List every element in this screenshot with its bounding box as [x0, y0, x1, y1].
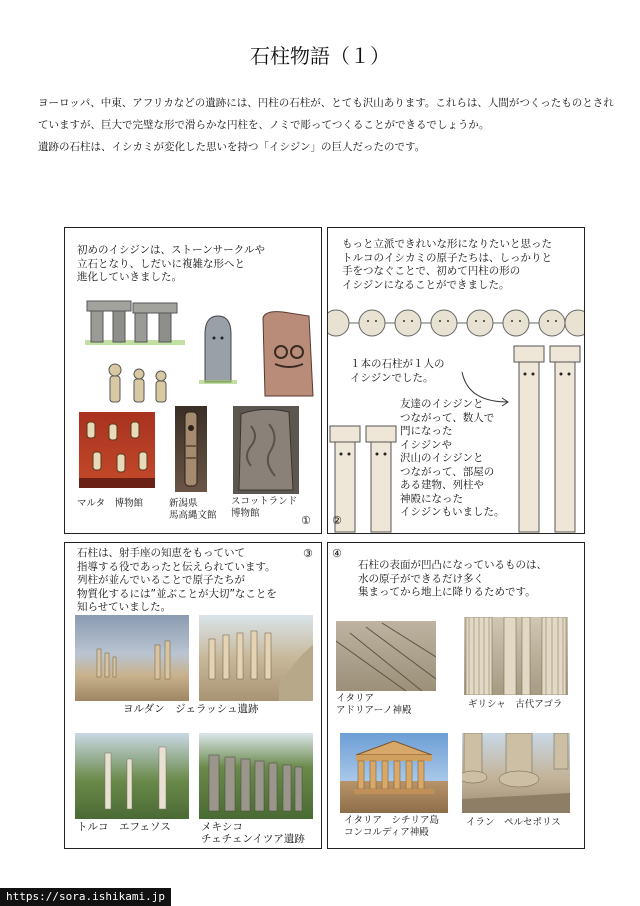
scotland-caption: [231, 496, 297, 520]
text-line: ある建物、列柱や: [400, 479, 484, 491]
greece-caption: ギリシャ 古代アゴラ: [468, 699, 563, 710]
panel-number: ④: [332, 547, 342, 560]
jerash-photo-1: [75, 615, 189, 701]
text-line: １本の石柱が１人の: [350, 358, 445, 370]
caption-line: イタリア シチリア島: [344, 815, 440, 826]
carved-stone-icon: [259, 308, 315, 398]
text-line: つながって、部屋の: [400, 465, 495, 478]
turkey-caption: トルコ エフェソス: [77, 821, 171, 833]
malta-museum-photo: [79, 412, 155, 488]
text-line: 初めのイシジンは、ストーンサークルや: [77, 244, 265, 256]
concordia-temple-photo: [340, 733, 448, 813]
adriano-caption: [336, 693, 412, 717]
panel-1: [64, 227, 322, 534]
panel-number: ②: [332, 514, 342, 527]
iran-caption: イラン ペルセポリス: [466, 817, 561, 828]
caption-line: 新潟県: [169, 498, 198, 509]
standing-stone-icon: [199, 314, 237, 386]
jordan-caption: ヨルダン ジェラッシュ遺跡: [123, 703, 259, 715]
text-line: 石柱は、射手座の知恵をもっていて: [77, 547, 245, 559]
caption-line: イタリア: [336, 693, 375, 704]
text-line: 石柱の表面が凹凸になっているものは、: [358, 559, 547, 571]
niigata-caption: [169, 498, 217, 522]
text-line: 沢山のイシジンと: [400, 452, 484, 464]
text-line: 立石となり、しだいに複雑な形へと: [77, 257, 245, 270]
niigata-museum-photo: [175, 406, 207, 492]
intro-line: 遺跡の石柱は、イシカミが変化した思いを持つ「イシジン」の巨人だったのです。: [38, 141, 426, 153]
panel-3-text: [77, 547, 277, 615]
caption-line: スコットランド: [231, 496, 298, 507]
text-line: イシジンでした。: [350, 371, 434, 384]
panel-2: [327, 227, 585, 534]
panel-4-text: [358, 559, 547, 600]
ancient-agora-photo: [464, 617, 568, 695]
jerash-photo-2: [199, 615, 313, 701]
mexico-caption: [201, 821, 305, 845]
small-figures-illustration: [103, 362, 183, 406]
pillar-characters-illustration: [328, 228, 584, 533]
intro-text: [38, 92, 618, 158]
panel-3: [64, 542, 322, 849]
stone-circle-illustration: [85, 298, 185, 348]
footer-url[interactable]: https://sora.ishikami.jp: [0, 888, 171, 906]
text-line: つながって、数人で: [400, 411, 495, 424]
text-line: 門になった: [400, 425, 453, 437]
caption-line: 博物館: [231, 508, 260, 519]
text-line: 集まってから地上に降りるためです。: [358, 586, 536, 598]
persepolis-photo: [462, 733, 570, 813]
panel-4: [327, 542, 585, 849]
text-line: 物質化するには”並ぶことが大切”なことを: [77, 587, 277, 600]
panel-1-text: [77, 244, 265, 285]
panel-number: ①: [301, 514, 311, 527]
text-line: 友達のイシジンと: [400, 398, 484, 410]
scotland-museum-photo: [233, 406, 299, 494]
intro-line: ヨーロッパ、中東、アフリカなどの遺跡には、円柱の石柱が、とても沢山あります。これらは、人間がつくったものとされ: [38, 97, 614, 109]
adriano-temple-photo: [336, 621, 436, 691]
intro-line: ていますが、巨大で完璧な形で滑らかな円柱を、ノミで彫ってつくることができるでしょうか。: [38, 119, 490, 131]
panel-number: ③: [303, 547, 313, 560]
text-line: イシジンもいました。: [400, 506, 505, 518]
text-line: もっと立派できれいな形になりたいと思った: [342, 238, 552, 250]
text-line: 列柱が並んでいることで原子たちが: [77, 574, 245, 586]
text-line: イシジンになることができました。: [342, 278, 510, 291]
text-line: 手をつなぐことで、初めて円柱の形の: [342, 265, 521, 277]
caption-line: アドリアーノ神殿: [336, 705, 412, 716]
chichen-itza-photo: [199, 733, 313, 819]
text-line: 水の原子ができるだけ多く: [358, 572, 484, 585]
malta-caption: マルタ 博物館: [77, 498, 144, 509]
text-line: 指導する役であったと伝えられています。: [77, 560, 276, 573]
sicily-caption: [344, 815, 439, 839]
caption-line: チェチェンイツア遺跡: [201, 833, 305, 845]
caption-line: コンコルディア神殿: [344, 827, 429, 838]
text-line: 神殿になった: [400, 492, 463, 505]
caption-line: メキシコ: [201, 821, 243, 833]
caption-line: 馬高縄文館: [169, 510, 217, 521]
text-line: トルコのイシカミの原子たちは、しっかりと: [342, 251, 552, 264]
ephesus-photo: [75, 733, 189, 819]
text-line: 知らせていました。: [77, 601, 172, 613]
page-title: 石柱物語（１）: [250, 44, 390, 68]
text-line: イシジンや: [400, 438, 452, 451]
text-line: 進化していきました。: [77, 271, 182, 283]
